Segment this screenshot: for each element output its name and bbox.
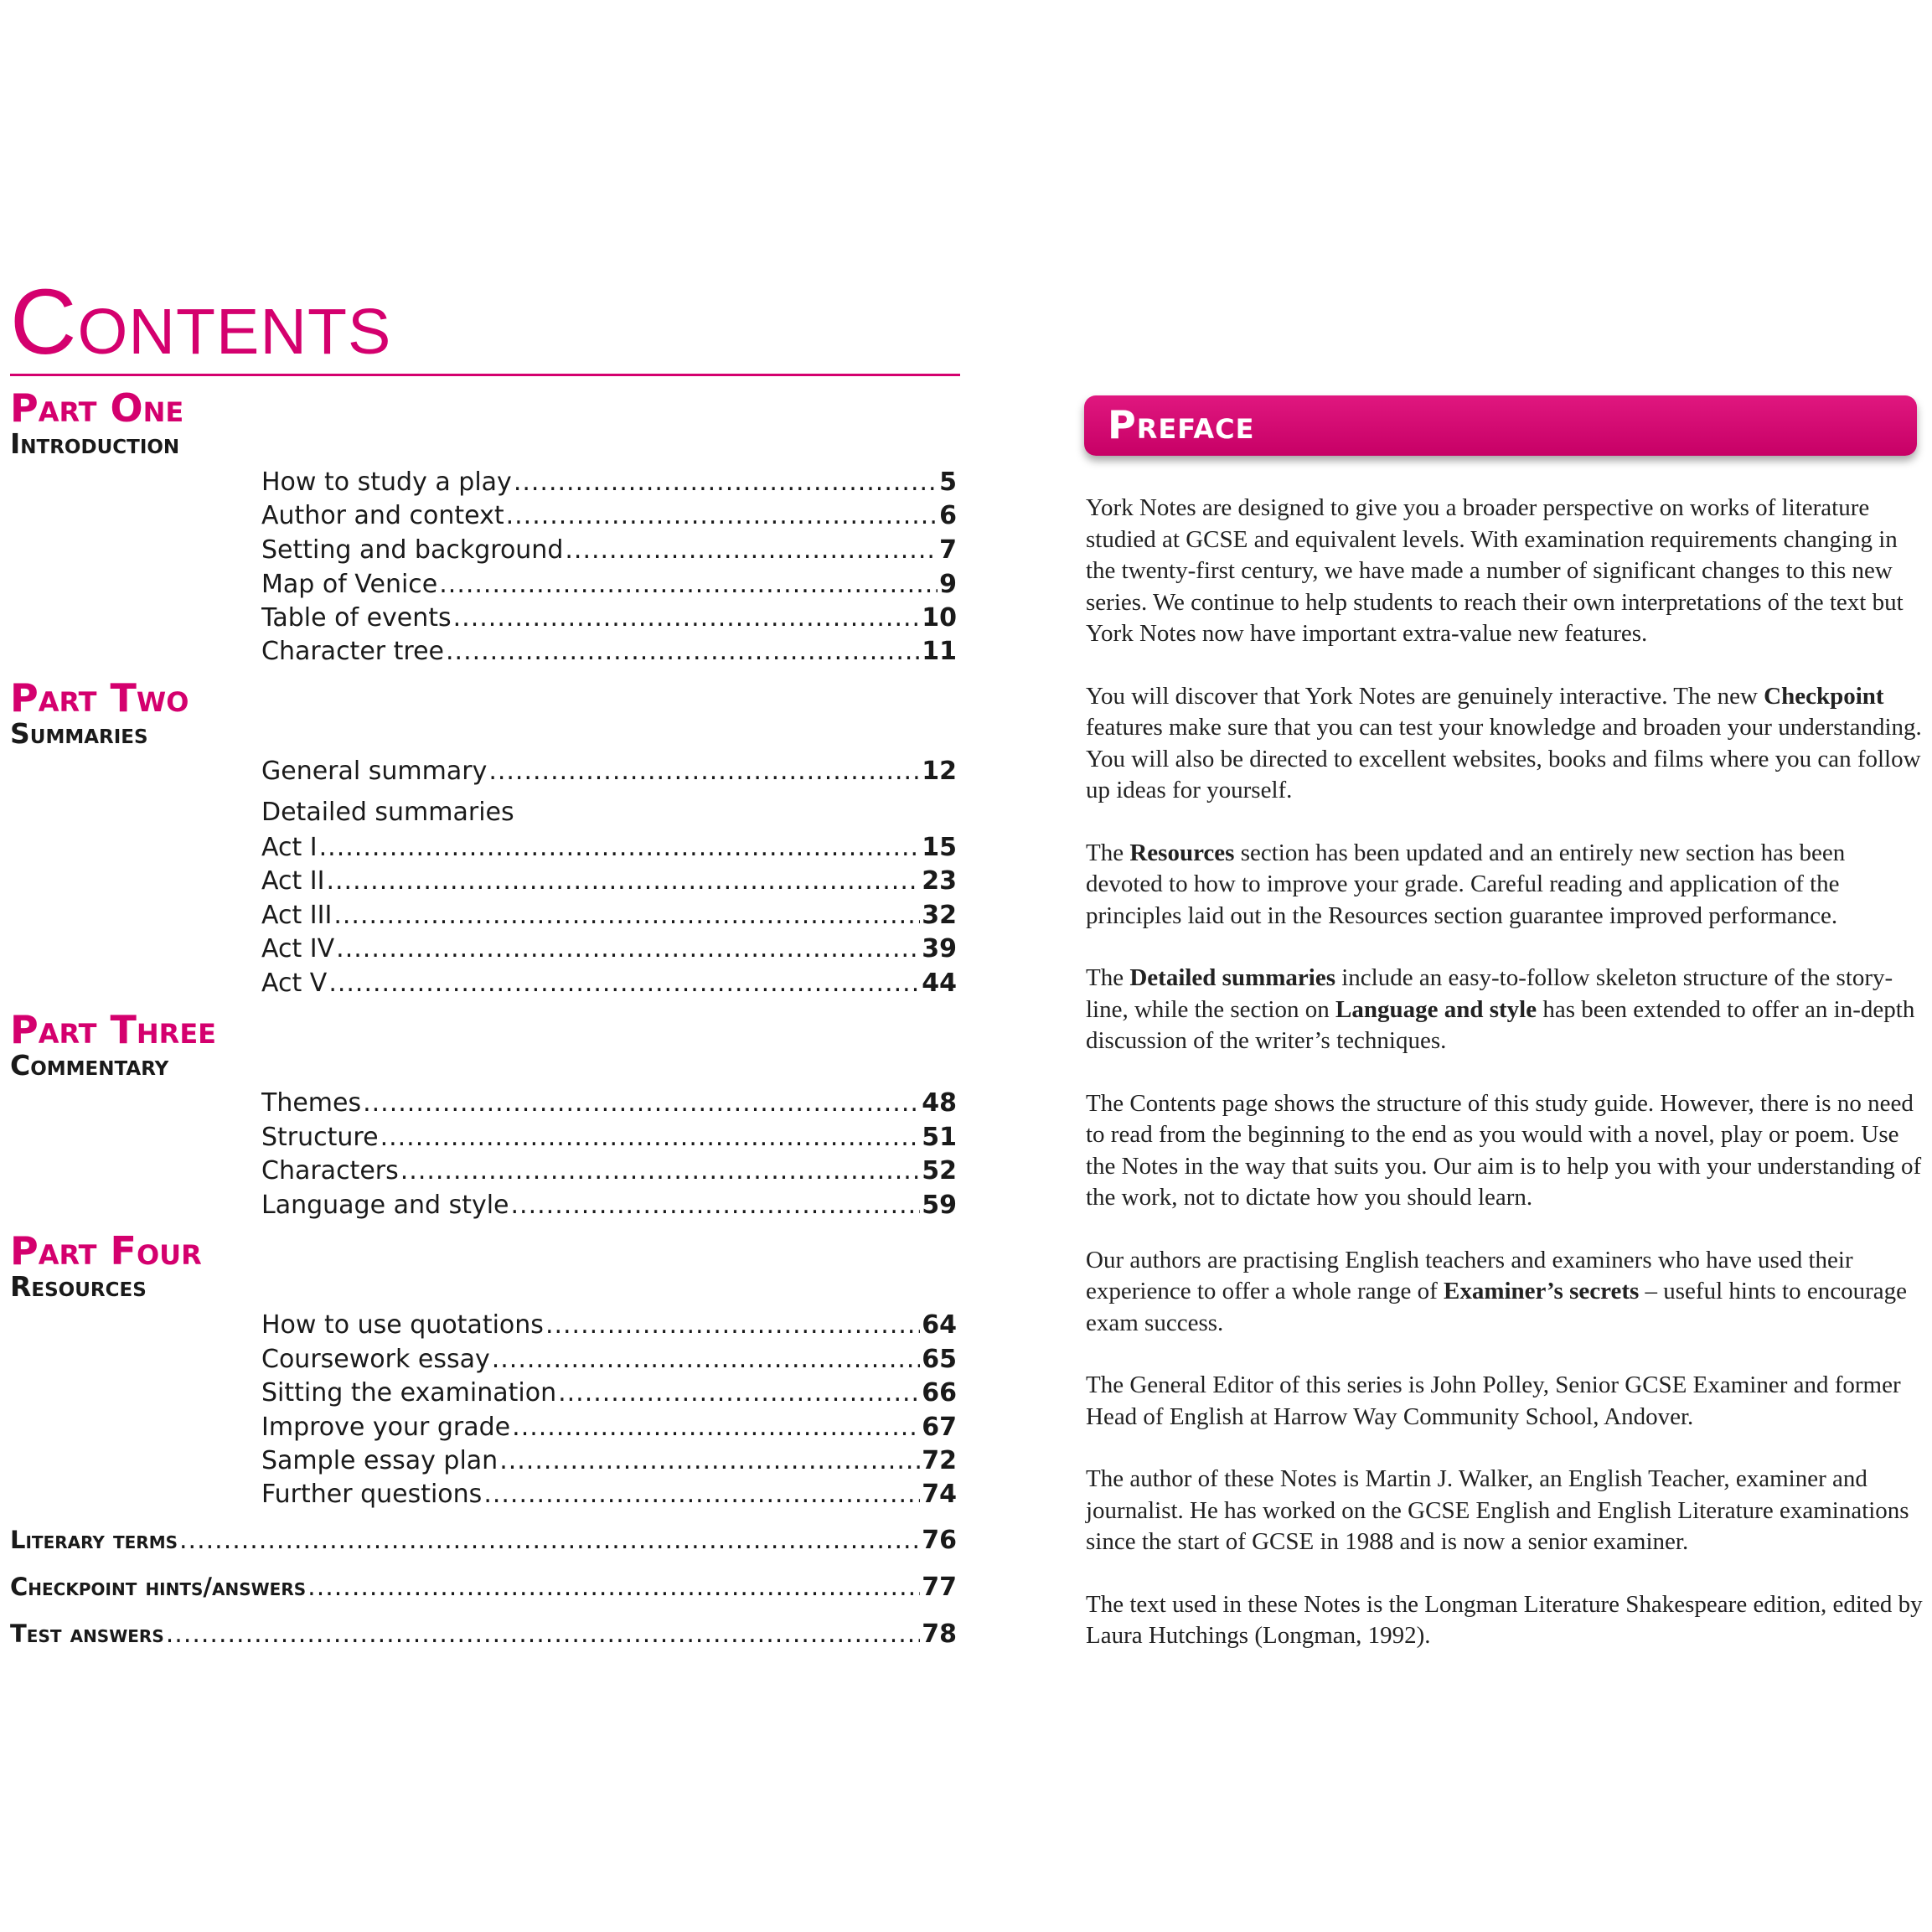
toc-label: Literary terms [10, 1526, 178, 1554]
preface-paragraph: The Detailed summaries include an easy-to-follow skeleton structure of the story-line, while the section on Language and style has been extended to offer an in-depth discussion of the writer’s techniques. [1086, 964, 1915, 1054]
toc-page: 76 [922, 1526, 957, 1555]
preface-paragraph: Our authors are practising English teachers and examiners who have used their experience to offer a whole range of Examiner’s secrets – useful hints to encourage exam success. [1086, 1246, 1907, 1336]
part-subheading: Commentary [10, 1049, 169, 1082]
toc-subheading: Detailed summaries [261, 798, 514, 827]
toc-label: Author and context [261, 501, 504, 530]
part-subheading: Summaries [10, 717, 148, 750]
toc-entry[interactable] [261, 568, 957, 602]
toc-page: 39 [922, 934, 957, 963]
toc-entry[interactable] [261, 1121, 957, 1155]
toc-page: 32 [922, 901, 957, 930]
part-three-header [10, 1009, 960, 1081]
toc-label: Coursework essay [261, 1345, 490, 1374]
toc-label: Test answers [10, 1619, 164, 1648]
toc-label: Character tree [261, 637, 444, 666]
toc-label: Act III [261, 901, 333, 930]
toc-entry[interactable] [261, 466, 957, 499]
toc-label: Language and style [261, 1191, 509, 1220]
preface-paragraph: The Resources section has been updated and an entirely new section has been devoted to how to improve your grade. Careful reading and application of the principles laid out in the Resources section guarantee improved performance. [1086, 839, 1846, 929]
toc-entry[interactable] [261, 967, 957, 1000]
bold-term: Detailed summaries [1129, 964, 1335, 991]
toc-entry[interactable] [261, 1444, 957, 1478]
toc-page: 44 [922, 969, 957, 998]
toc-entry-checkpoint[interactable] [10, 1570, 957, 1604]
title-divider [10, 374, 960, 376]
toc-label: General summary [261, 757, 488, 786]
toc-entry[interactable] [261, 1189, 957, 1222]
toc-label: Sample essay plan [261, 1446, 498, 1475]
toc-entry[interactable] [261, 1377, 957, 1410]
toc-entry[interactable] [261, 1343, 957, 1377]
part-heading: Part Three [10, 1007, 217, 1052]
toc-label: Act V [261, 969, 328, 998]
bold-term: Examiner’s secrets [1444, 1278, 1640, 1304]
toc-entry[interactable] [261, 499, 957, 533]
toc-page: 12 [922, 757, 957, 786]
contents-section [10, 271, 960, 376]
toc-page: 51 [922, 1123, 957, 1152]
bold-term: Checkpoint [1764, 682, 1884, 710]
part-two-header [10, 677, 960, 749]
bold-term: Language and style [1335, 995, 1537, 1023]
toc-entry-test-answers[interactable] [10, 1617, 957, 1651]
toc-page: 78 [922, 1619, 957, 1649]
preface-title: Preface [1108, 402, 1255, 447]
toc-page: 72 [922, 1446, 957, 1475]
part-four-header [10, 1230, 960, 1302]
toc-entry[interactable] [261, 635, 957, 669]
toc-page: 7 [939, 535, 957, 565]
toc-page: 74 [922, 1480, 957, 1509]
toc-page: 11 [922, 637, 957, 666]
preface-paragraph: You will discover that York Notes are genuinely interactive. The new Checkpoint features make sure that you can test your knowledge and broaden your understanding. You will also be directed to excellent websites, books and films where you can follow up ideas for yourself. [1086, 682, 1922, 803]
toc-entry[interactable] [261, 1411, 957, 1444]
toc-entry[interactable] [261, 1087, 957, 1120]
toc-label: Table of events [261, 603, 452, 633]
preface-paragraph: The General Editor of this series is John Polley, Senior GCSE Examiner and former Head of English at Harrow Way Community School, Andover. [1086, 1372, 1901, 1430]
part-subheading: Resources [10, 1270, 147, 1303]
toc-entry-literary-terms[interactable] [10, 1523, 957, 1557]
toc-label: Sitting the examination [261, 1378, 557, 1408]
toc-label: How to study a play [261, 468, 512, 497]
toc-page: 67 [922, 1413, 957, 1442]
toc-label: Map of Venice [261, 570, 438, 599]
toc-entry[interactable] [261, 899, 957, 932]
toc-entry[interactable] [261, 602, 957, 635]
toc-page: 65 [922, 1345, 957, 1374]
toc-page: 66 [922, 1378, 957, 1408]
preface-body [1086, 493, 1924, 1683]
toc-entry[interactable] [261, 932, 957, 966]
toc-label: Further questions [261, 1480, 483, 1509]
toc-label: Act IV [261, 934, 335, 963]
toc-page: 59 [922, 1191, 957, 1220]
toc-page: 5 [939, 468, 957, 497]
toc-label: Themes [261, 1088, 362, 1118]
toc-page: 48 [922, 1088, 957, 1118]
toc-label: Act I [261, 833, 318, 862]
toc-label: Improve your grade [261, 1413, 511, 1442]
toc-label: Characters [261, 1156, 399, 1186]
toc-label: Checkpoint hints/answers [10, 1573, 307, 1601]
toc-label: Setting and background [261, 535, 564, 565]
toc-entry[interactable] [261, 1478, 957, 1511]
toc-page: 15 [922, 833, 957, 862]
toc-label: How to use quotations [261, 1310, 544, 1340]
toc-entry[interactable] [261, 1309, 957, 1342]
toc-page: 77 [922, 1573, 957, 1602]
part-heading: Part Two [10, 675, 189, 721]
toc-label: Structure [261, 1123, 379, 1152]
preface-paragraph: The text used in these Notes is the Longman Literature Shakespeare edition, edited by Laura Hutchings (Longman, 1992). [1086, 1590, 1923, 1649]
toc-entry[interactable] [261, 865, 957, 898]
part-subheading: Introduction [10, 427, 180, 460]
toc-label: Act II [261, 866, 325, 896]
toc-page: 52 [922, 1156, 957, 1186]
toc-page: 10 [922, 603, 957, 633]
part-heading: Part One [10, 385, 184, 431]
contents-title: Contents [10, 271, 392, 374]
toc-entry[interactable] [261, 755, 957, 788]
preface-paragraph: The author of these Notes is Martin J. Walker, an English Teacher, examiner and journalist. He has worked on the GCSE English and English Literature examinations since the start of GCSE in 1988 and is now a senior examiner. [1086, 1465, 1909, 1555]
part-heading: Part Four [10, 1228, 202, 1273]
toc-page: 9 [939, 570, 957, 599]
preface-paragraph: York Notes are designed to give you a broader perspective on works of literature studied at GCSE and equivalent levels. With examination requirements changing in the twenty-first century, we have made a number of significant changes to this new series. We continue to help students to reach their own interpretations of the text but York Notes now have important extra-value new features. [1086, 494, 1904, 647]
toc-page: 23 [922, 866, 957, 896]
toc-page: 64 [922, 1310, 957, 1340]
preface-paragraph: The Contents page shows the structure of this study guide. However, there is no need to read from the beginning to the end as you would with a novel, play or poem. Use the Notes in the way that suits you. Our aim is to help you with your understanding of the work, not to dictate how you should learn. [1086, 1089, 1922, 1211]
part-one-header [10, 387, 960, 459]
toc-entry[interactable] [261, 831, 957, 865]
toc-page: 6 [939, 501, 957, 530]
preface-banner [1084, 395, 1917, 456]
toc-entry[interactable] [261, 1155, 957, 1188]
bold-term: Resources [1129, 839, 1235, 866]
toc-entry[interactable] [261, 534, 957, 567]
